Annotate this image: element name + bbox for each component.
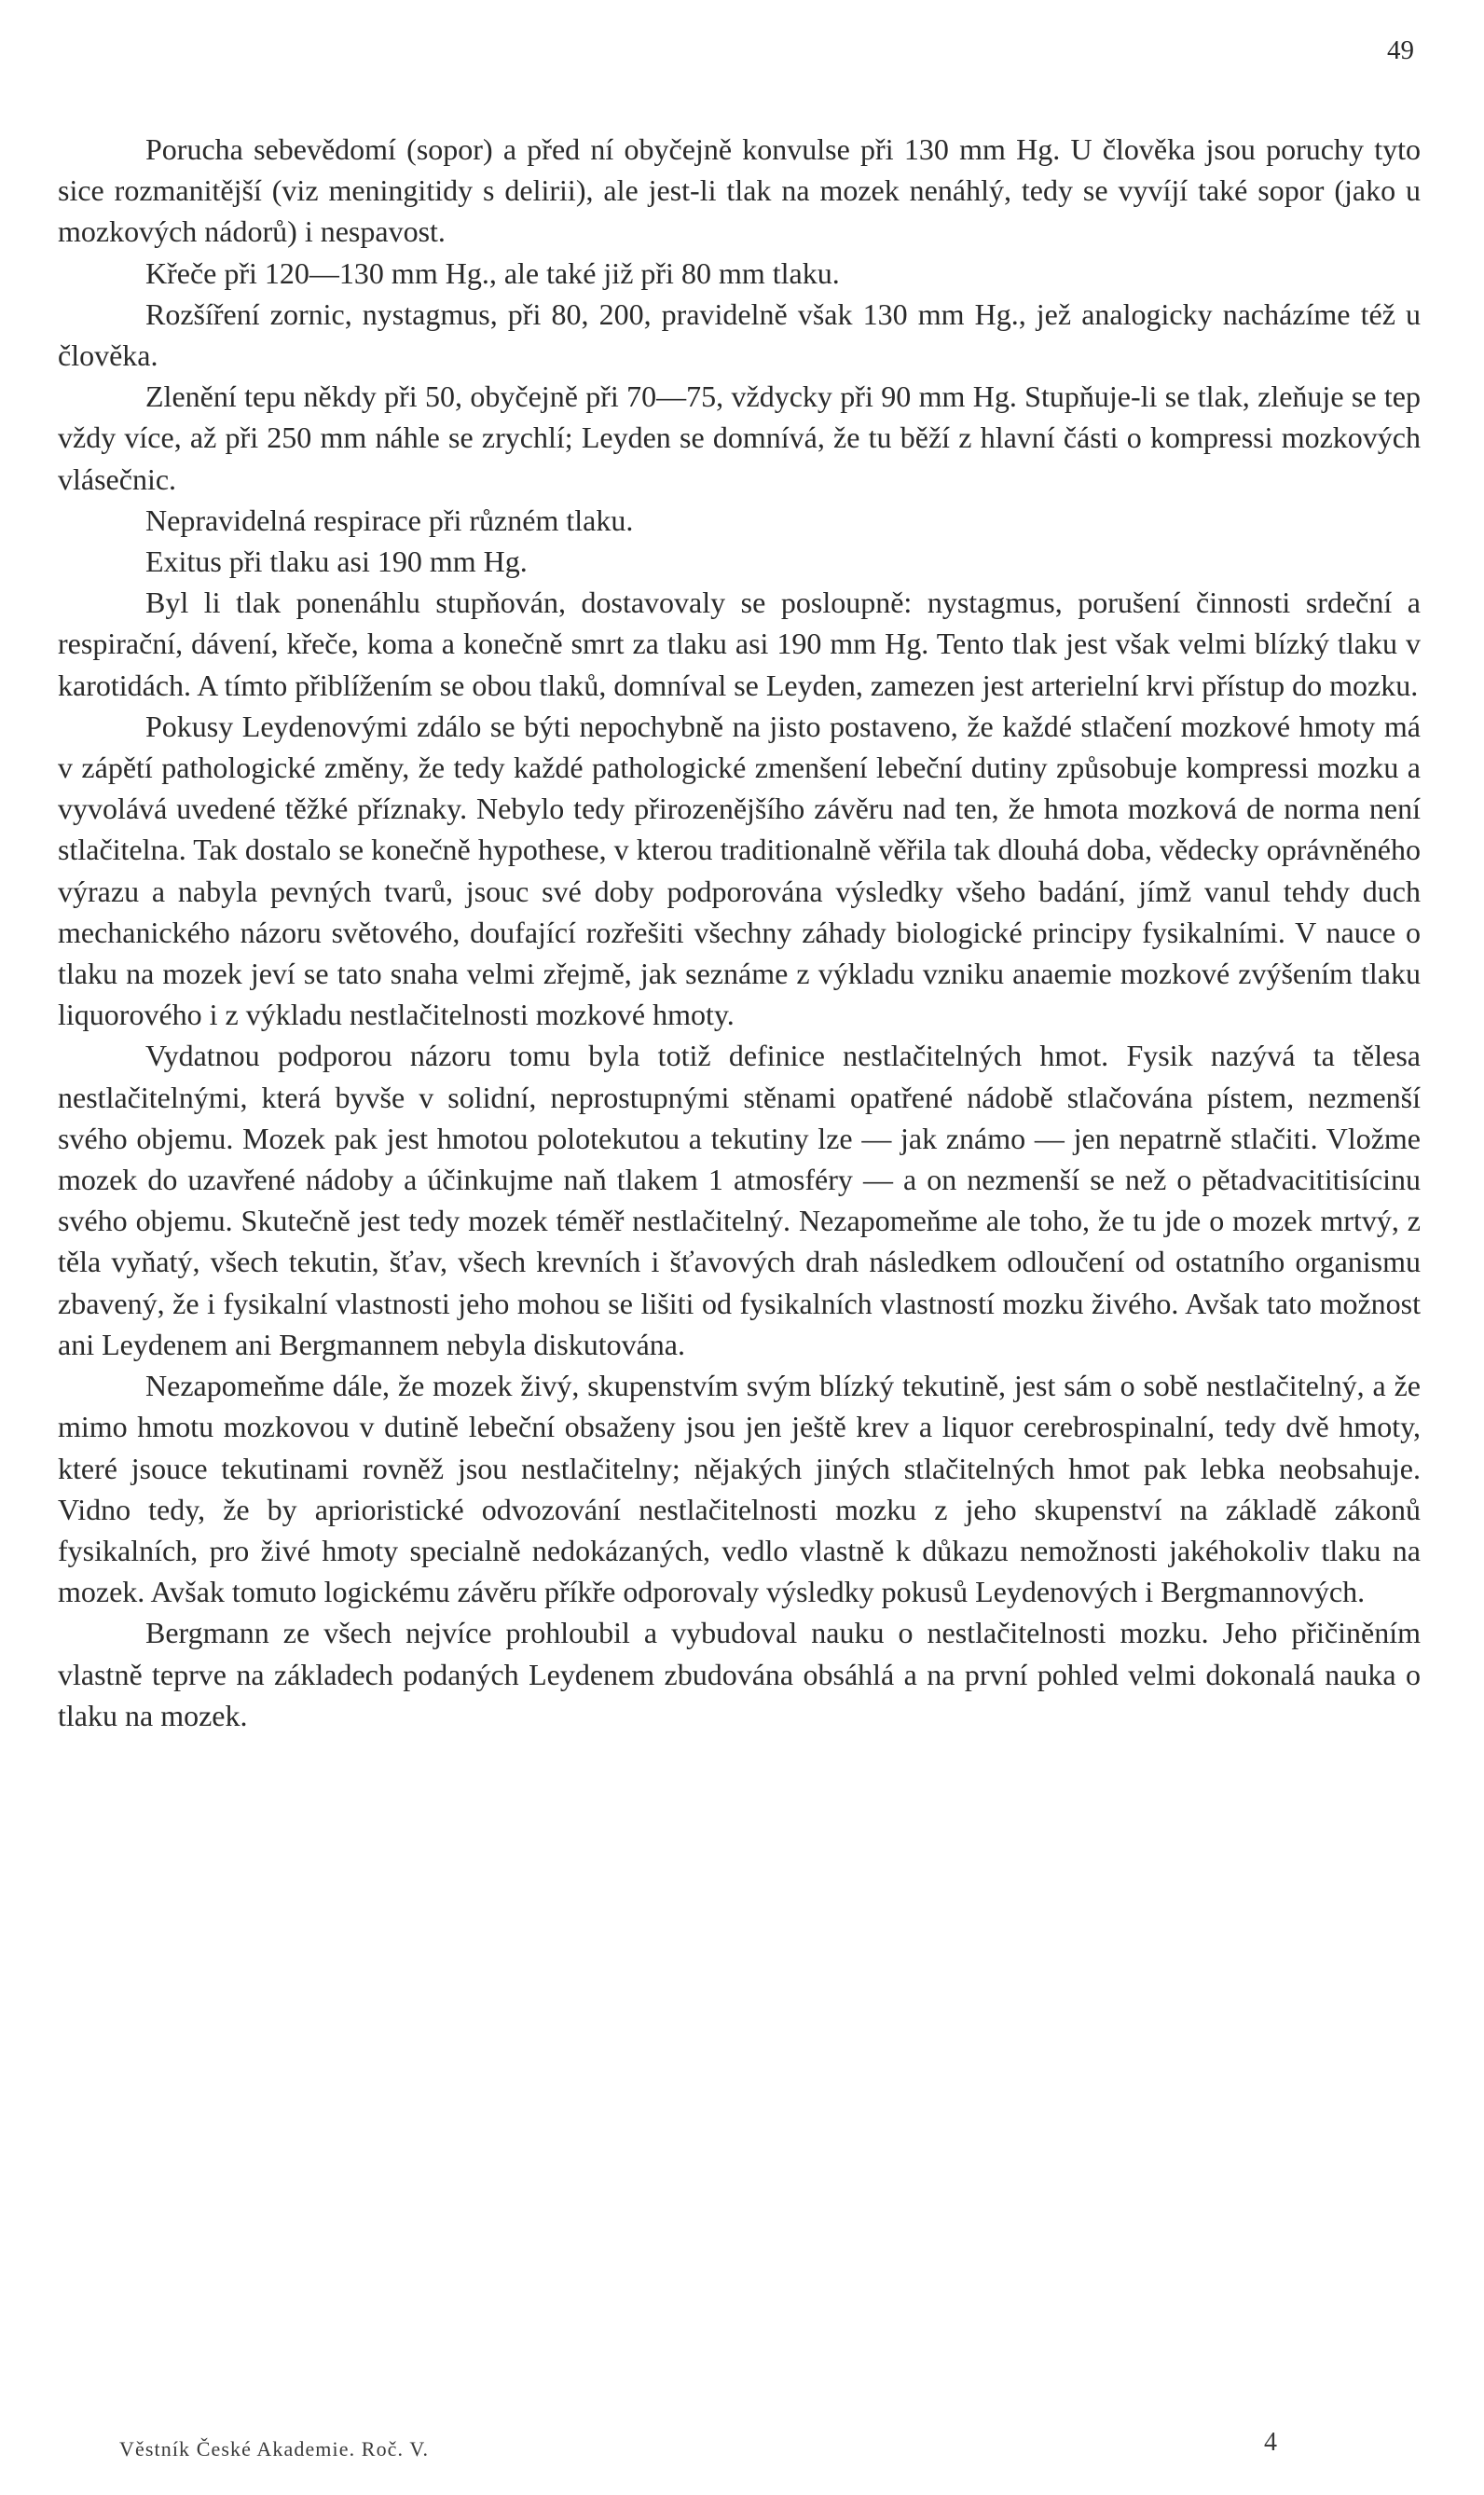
footer-journal: Věstník České Akademie. Roč. V. — [119, 2437, 430, 2461]
paragraph: Vydatnou podporou názoru tomu byla totiž definice nestlačitelných hmot. Fysik nazývá ta tělesa nestlačitelnými, která byvše v solidní, neprostupnými stěnami opatřené nádobě stlačována pístem, nezmenší svého objemu. Mozek pak jest hmotou polotekutou a tekutiny lze — jak známo — jen nepatrně stlačiti. Vložme mozek do uzavřené nádoby a účinkujme naň tlakem 1 atmosféry — a on nezmenší se než o pětadvacititisícinu svého objemu. Skutečně jest tedy mozek téměř nestlačitelný. Nezapomeňme ale toho, že tu jde o mozek mrtvý, z těla vyňatý, všech tekutin, šťav, všech krevních i šťavových drah následkem odloučení od ostatního organismu zbavený, že i fysikalní vlastnosti jeho mohou se lišiti od fysikalních vlastností mozku živého. Avšak tato možnost ani Leydenem ani Bergmannem nebyla diskutována. — [58, 1039, 1421, 1361]
footer-signature: 4 — [1264, 2428, 1277, 2457]
paragraph: Byl li tlak ponenáhlu stupňován, dostavovaly se posloupně: nystagmus, porušení činnosti srdeční a respirační, dávení, křeče, koma a konečně smrt za tlaku asi 190 mm Hg. Tento tlak jest však velmi blízký tlaku v karotidách. A tímto přiblížením se obou tlaků, domníval se Leyden, zamezen jest arterielní krvi přístup do mozku. — [58, 586, 1421, 702]
page-number: 49 — [1387, 35, 1414, 65]
paragraph: Rozšíření zornic, nystagmus, při 80, 200, pravidelně však 130 mm Hg., jež analogicky nacházíme též u člověka. — [58, 296, 1421, 373]
body-text — [58, 129, 1421, 1736]
paragraph: Porucha sebevědomí (sopor) a před ní obyčejně konvulse při 130 mm Hg. U člověka jsou poruchy tyto sice rozmanitější (viz meningitidy s delirii), ale jest-li tlak na mozek nenáhlý, tedy se vyvíjí také sopor (jako u mozkových nádorů) i nespavost. — [58, 132, 1421, 249]
paragraph: Křeče při 120—130 mm Hg., ale také již při 80 mm tlaku. — [145, 255, 840, 290]
paragraph: Zlenění tepu někdy při 50, obyčejně při 70—75, vždycky při 90 mm Hg. Stupňuje-li se tlak, zleňuje se tep vždy více, až při 250 mm náhle se zrychlí; Leyden se domnívá, že tu běží z hlavní části o kompressi mozkových vlásečnic. — [58, 379, 1421, 496]
paragraph: Exitus při tlaku asi 190 mm Hg. — [145, 544, 528, 579]
paragraph: Nezapomeňme dále, že mozek živý, skupenstvím svým blízký tekutině, jest sám o sobě nestlačitelný, a že mimo hmotu mozkovou v dutině lebeční obsaženy jsou jen ještě krev a liquor cerebrospinalní, tedy dvě hmoty, které jsouce tekutinami rovněž jsou nestlačitelny; nějakých jiných stlačitelných hmot pak lebka neobsahuje. Vidno tedy, že by aprioristické odvozování nestlačitelnosti mozku z jeho skupenství na základě zákonů fysikalních, pro živé hmoty specialně nedokázaných, vedlo vlastně k důkazu nemožnosti jakéhokoliv tlaku na mozek. Avšak tomuto logickému závěru příkře odporovaly výsledky pokusů Leydenových i Bergmannových. — [58, 1369, 1421, 1609]
paragraph: Nepravidelná respirace při různém tlaku. — [145, 503, 634, 537]
paragraph: Bergmann ze všech nejvíce prohloubil a vybudoval nauku o nestlačitelnosti mozku. Jeho přičiněním vlastně teprve na základech podaných Leydenem zbudována obsáhlá a na první pohled velmi dokonalá nauka o tlaku na mozek. — [58, 1616, 1421, 1732]
paragraph: Pokusy Leydenovými zdálo se býti nepochybně na jisto postaveno, že každé stlačení mozkové hmoty má v zápětí pathologické změny, že tedy každé pathologické zmenšení lebeční dutiny způsobuje kompressi mozku a vyvolává uvedené těžké příznaky. Nebylo tedy přirozenějšího závěru nad ten, že hmota mozková de norma není stlačitelna. Tak dostalo se konečně hypothese, v kterou traditionalně věřila tak dlouhá doba, vědecky oprávněného výrazu a nabyla pevných tvarů, jsouc své doby podporována výsledky všeho badání, jímž vanul tehdy duch mechanického názoru světového, doufající rozřešiti všechny záhady biologické principy fysikalními. V nauce o tlaku na mozek jeví se tato snaha velmi zřejmě, jak seznáme z výkladu vzniku anaemie mozkové zvýšením tlaku liquorového i z výkladu nestlačitelnosti mozkové hmoty. — [58, 709, 1421, 1032]
